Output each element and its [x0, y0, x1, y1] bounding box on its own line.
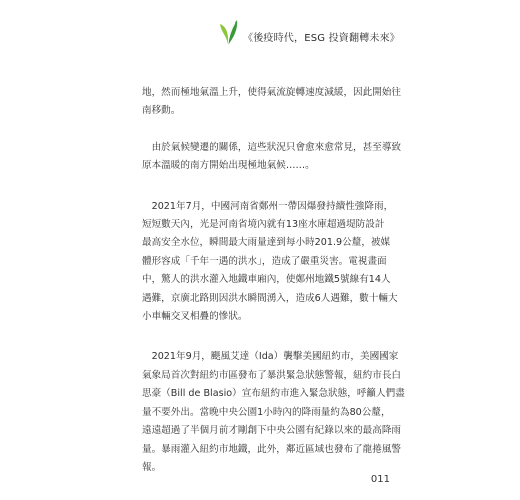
text-line: 量。暴雨灌入紐約市地鐵，此外，鄰近區域也發布了龍捲風警 [142, 443, 402, 455]
text-line: 遠遠超過了半個月前才剛創下中央公園有紀錄以來的最高降雨 [142, 425, 402, 437]
text-line: 報。 [142, 461, 162, 473]
text-line: 量不要外出。當晚中央公園1小時內的降雨量約為80公釐， [142, 406, 391, 418]
book-title: 《後疫時代，ESG 投資翻轉未來》 [243, 32, 400, 44]
text-line: 由於氣候變遷的關係，這些狀況只會愈來愈常見，甚至導致 [142, 141, 402, 153]
text-line: 2021年9月，颶風艾達（Ida）襲擊美國紐約市，美國國家 [142, 351, 399, 363]
paragraph [142, 198, 398, 327]
paragraph [142, 139, 402, 176]
text-line: 氣象局首次對紐約市區發布了暴洪緊急狀態警報，紐約市長白 [142, 369, 402, 381]
text-line: 遇難，京廣北路則因洪水瞬間湧入，造成6人遇難，數十輛大 [142, 292, 398, 304]
page-number: 011 [370, 474, 390, 485]
paragraph [142, 84, 402, 121]
text-line: 原本溫暖的南方開始出現極地氣候……。 [142, 160, 315, 172]
text-line: 南移動。 [142, 105, 181, 117]
text-line: 最高安全水位，瞬間最大雨量達到每小時201.9公釐，被媒 [142, 237, 391, 249]
text-line: 思豪（Bill de Blasio）宣布紐約市進入緊急狀態，呼籲人們盡 [142, 388, 405, 400]
text-line: 小車輛交叉相疊的慘狀。 [142, 311, 248, 323]
paragraph [142, 348, 405, 477]
text-line: 2021年7月，中國河南省鄭州一帶因爆發持續性強降雨， [142, 200, 394, 212]
text-line: 體形容成「千年一遇的洪水」，造成了嚴重災害。電視畫面 [142, 255, 387, 267]
page-header [217, 14, 400, 48]
text-line: 短短數天內，光是河南省境內就有13座水庫超過堤防設計 [142, 219, 385, 231]
text-line: 地，然而極地氣溫上升，使得氣流旋轉速度減緩，因此開始往 [142, 87, 402, 98]
leaf-icon [217, 16, 239, 46]
body-text [142, 84, 405, 477]
text-line: 中，驚人的洪水灌入地鐵車廂內，使鄭州地鐵5號線有14人 [142, 274, 391, 286]
